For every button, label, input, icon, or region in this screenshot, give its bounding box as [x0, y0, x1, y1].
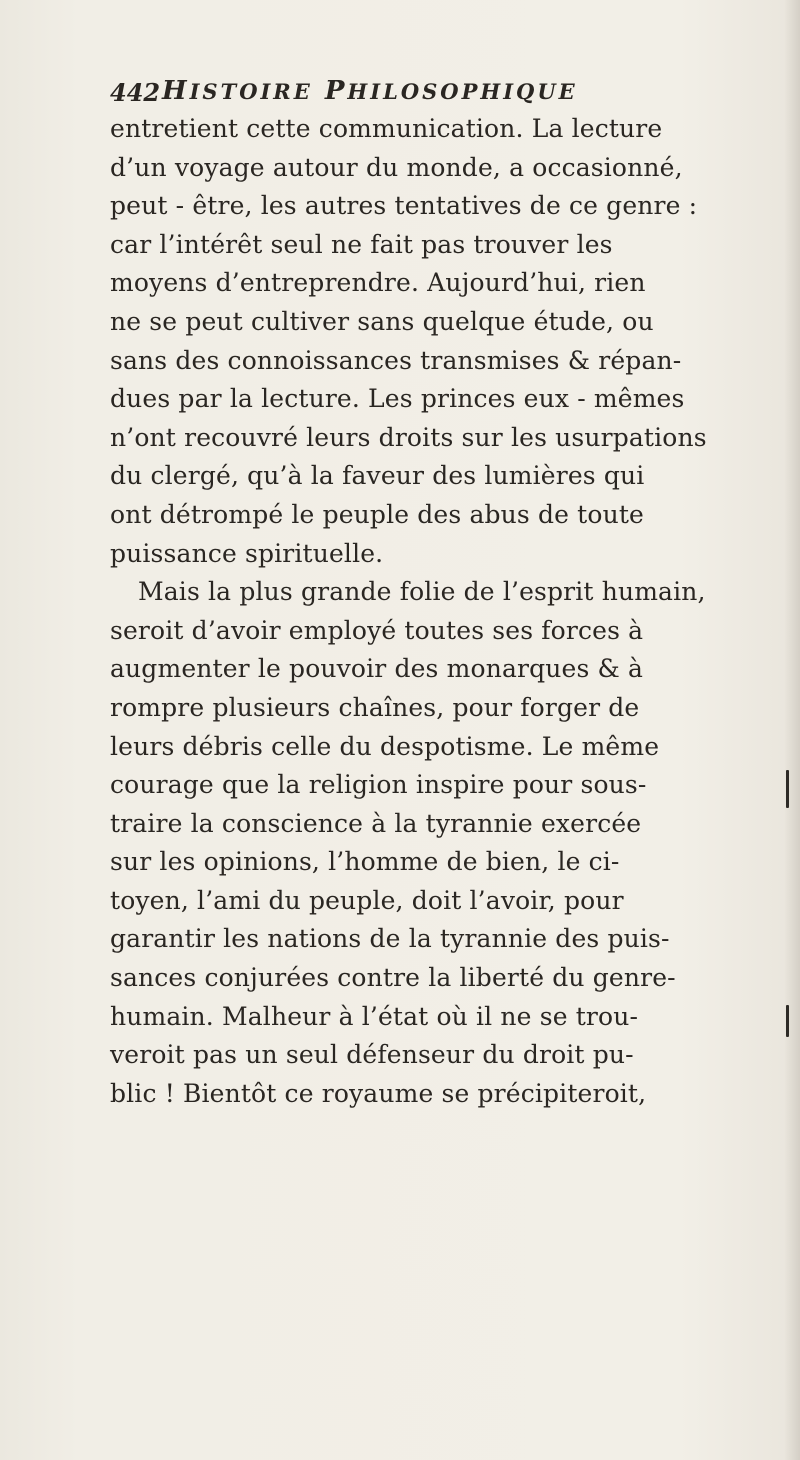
running-title-initial-2: P	[324, 76, 348, 106]
text-line: dues par la lecture. Les princes eux - mêmes	[110, 384, 685, 414]
running-header	[110, 78, 770, 114]
running-title-initial: H	[162, 76, 190, 106]
text-line: humain. Malheur à l’état où il ne se trou-	[110, 1001, 639, 1031]
text-line: ne se peut cultiver sans quelque étude, ou	[110, 306, 654, 336]
text-line: puissance spirituelle.	[110, 538, 384, 568]
text-line: car l’intérêt seul ne fait pas trouver les	[110, 229, 613, 259]
text-line: garantir les nations de la tyrannie des puis-	[110, 924, 670, 954]
text-line: toyen, l’ami du peuple, doit l’avoir, pour	[110, 885, 624, 915]
text-line: courage que la religion inspire pour sous-	[110, 770, 647, 800]
paragraph-start-line: Mais la plus grande folie de l’esprit humain,	[138, 577, 706, 607]
text-line: moyens d’entreprendre. Aujourd’hui, rien	[110, 268, 646, 298]
text-line: sur les opinions, l’homme de bien, le ci-	[110, 847, 620, 877]
text-line: peut - être, les autres tentatives de ce genre :	[110, 191, 698, 221]
page-number: 442	[110, 78, 161, 107]
text-line: rompre plusieurs chaînes, pour forger de	[110, 692, 640, 722]
text-line: leurs débris celle du despotisme. Le même	[110, 731, 660, 761]
running-title	[162, 76, 578, 106]
text-line: seroit d’avoir employé toutes ses forces à	[110, 615, 644, 645]
text-line: du clergé, qu’à la faveur des lumières qui	[110, 461, 645, 491]
text-line: blic ! Bientôt ce royaume se précipiteroit,	[110, 1078, 647, 1108]
text-line: augmenter le pouvoir des monarques & à	[110, 654, 644, 684]
text-line: ont détrompé le peuple des abus de toute	[110, 499, 644, 529]
running-title-word-1: ISTOIRE	[189, 79, 313, 104]
text-line: traire la conscience à la tyrannie exercée	[110, 808, 642, 838]
text-line: n’ont recouvré leurs droits sur les usurpations	[110, 422, 707, 452]
text-line: d’un voyage autour du monde, a occasionné,	[110, 152, 683, 182]
text-line: sans des connoissances transmises & répan-	[110, 345, 682, 375]
text-line: sances conjurées contre la liberté du genre-	[110, 963, 676, 993]
text-line: entretient cette communication. La lecture	[110, 114, 663, 143]
body-text	[110, 110, 790, 1113]
running-title-word-2: HILOSOPHIQUE	[347, 79, 578, 104]
text-line: veroit pas un seul défenseur du droit pu-	[110, 1040, 634, 1070]
